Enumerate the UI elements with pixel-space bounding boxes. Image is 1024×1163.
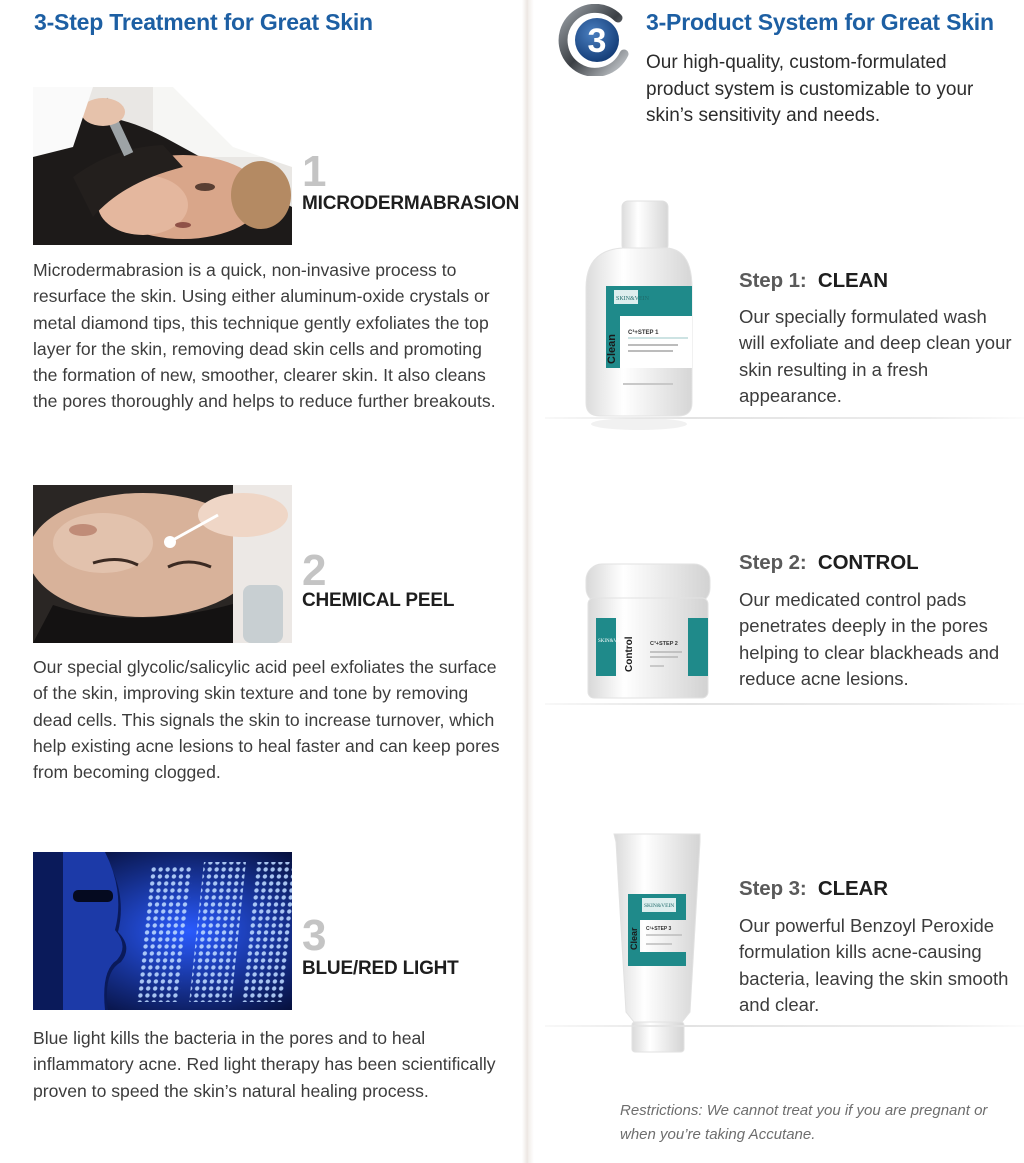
step-name-blue-red-light: BLUE/RED LIGHT [302, 958, 459, 979]
step-number-1: 1 [302, 147, 327, 196]
product-step-2-description: Our medicated control pads penetrates deeply in the pores helping to clear blackheads and reduce acne lesions. [739, 589, 1000, 689]
svg-text:Clean: Clean [606, 334, 618, 364]
svg-text:C³+STEP 3: C³+STEP 3 [646, 926, 672, 932]
microdermabrasion-description: Microdermabrasion is a quick, non-invasive process to resurface the skin. Using either aluminum-oxide crystals or metal diamond tips, this technique gently exfoliates the top layer for the skin, removing dead skin cells and promoting the formation of new, smoother, clearer skin. It also cleans the pores thoroughly and helps to reduce further breakouts. [33, 260, 496, 412]
product-step-3-heading [739, 877, 888, 901]
column-divider [522, 0, 534, 1163]
step-number-3: 3 [302, 911, 327, 960]
three-product-logo [558, 4, 634, 76]
step-number-2: 2 [302, 546, 327, 595]
product-step-2-label: Step 2: [739, 551, 807, 574]
step-name-microdermabrasion: MICRODERMABRASION [302, 193, 520, 214]
svg-text:SKIN&VEIN: SKIN&VEIN [616, 296, 649, 302]
control-jar-image [584, 562, 712, 702]
product-shelf-3 [545, 1025, 1024, 1027]
product-system-heading: 3-Product System for Great Skin [646, 9, 994, 35]
svg-text:Clear: Clear [629, 927, 639, 950]
svg-text:3: 3 [587, 22, 607, 60]
product-step-2-heading [739, 551, 919, 575]
product-step-3-keyword: CLEAR [817, 877, 888, 900]
chemical-peel-description: Our special glycolic/salicylic acid peel exfoliates the surface of the skin, improving skin texture and tone by removing dead cells. This signals the skin to increase turnover, which help existing acne lesions to heal faster and can keep pores from becoming clogged. [33, 657, 500, 783]
blue-red-light-description: Blue light kills the bacteria in the pores and to heal inflammatory acne. Red light therapy has been scientifically proven to speed the skin’s natural healing process. [33, 1028, 496, 1101]
treatment-heading: 3-Step Treatment for Great Skin [34, 9, 373, 35]
product-step-3-description: Our powerful Benzoyl Peroxide formulation kills acne-causing bacteria, leaving the skin smooth and clear. [739, 915, 1009, 1015]
svg-text:C³+STEP 1: C³+STEP 1 [628, 330, 659, 336]
product-step-1-description: Our specially formulated wash will exfoliate and deep clean your skin resulting in a fresh appearance. [739, 306, 1012, 406]
svg-text:C³+STEP 2: C³+STEP 2 [650, 641, 678, 647]
svg-text:SKIN&VEIN: SKIN&VEIN [598, 639, 626, 644]
step-name-chemical-peel: CHEMICAL PEEL [302, 590, 455, 611]
product-step-2-keyword: CONTROL [817, 551, 919, 574]
restrictions-note: Restrictions: We cannot treat you if you are pregnant or when you’re taking Accutane. [620, 1102, 988, 1143]
product-step-1-label: Step 1: [739, 269, 807, 292]
blue-light-photo [33, 852, 292, 1010]
svg-text:SKIN&VEIN: SKIN&VEIN [644, 903, 675, 909]
product-step-1-keyword: CLEAN [817, 269, 888, 292]
clean-bottle-image [578, 198, 696, 434]
product-shelf-2 [545, 703, 1024, 705]
microdermabrasion-photo [33, 87, 292, 245]
svg-text:Control: Control [624, 636, 635, 672]
product-step-1-heading [739, 269, 888, 293]
product-system-intro: Our high-quality, custom-formulated product system is customizable to your skin’s sensitivity and needs. [646, 52, 974, 126]
product-step-3-label: Step 3: [739, 877, 807, 900]
chemical-peel-photo [33, 485, 292, 643]
product-shelf-1 [545, 417, 1024, 419]
